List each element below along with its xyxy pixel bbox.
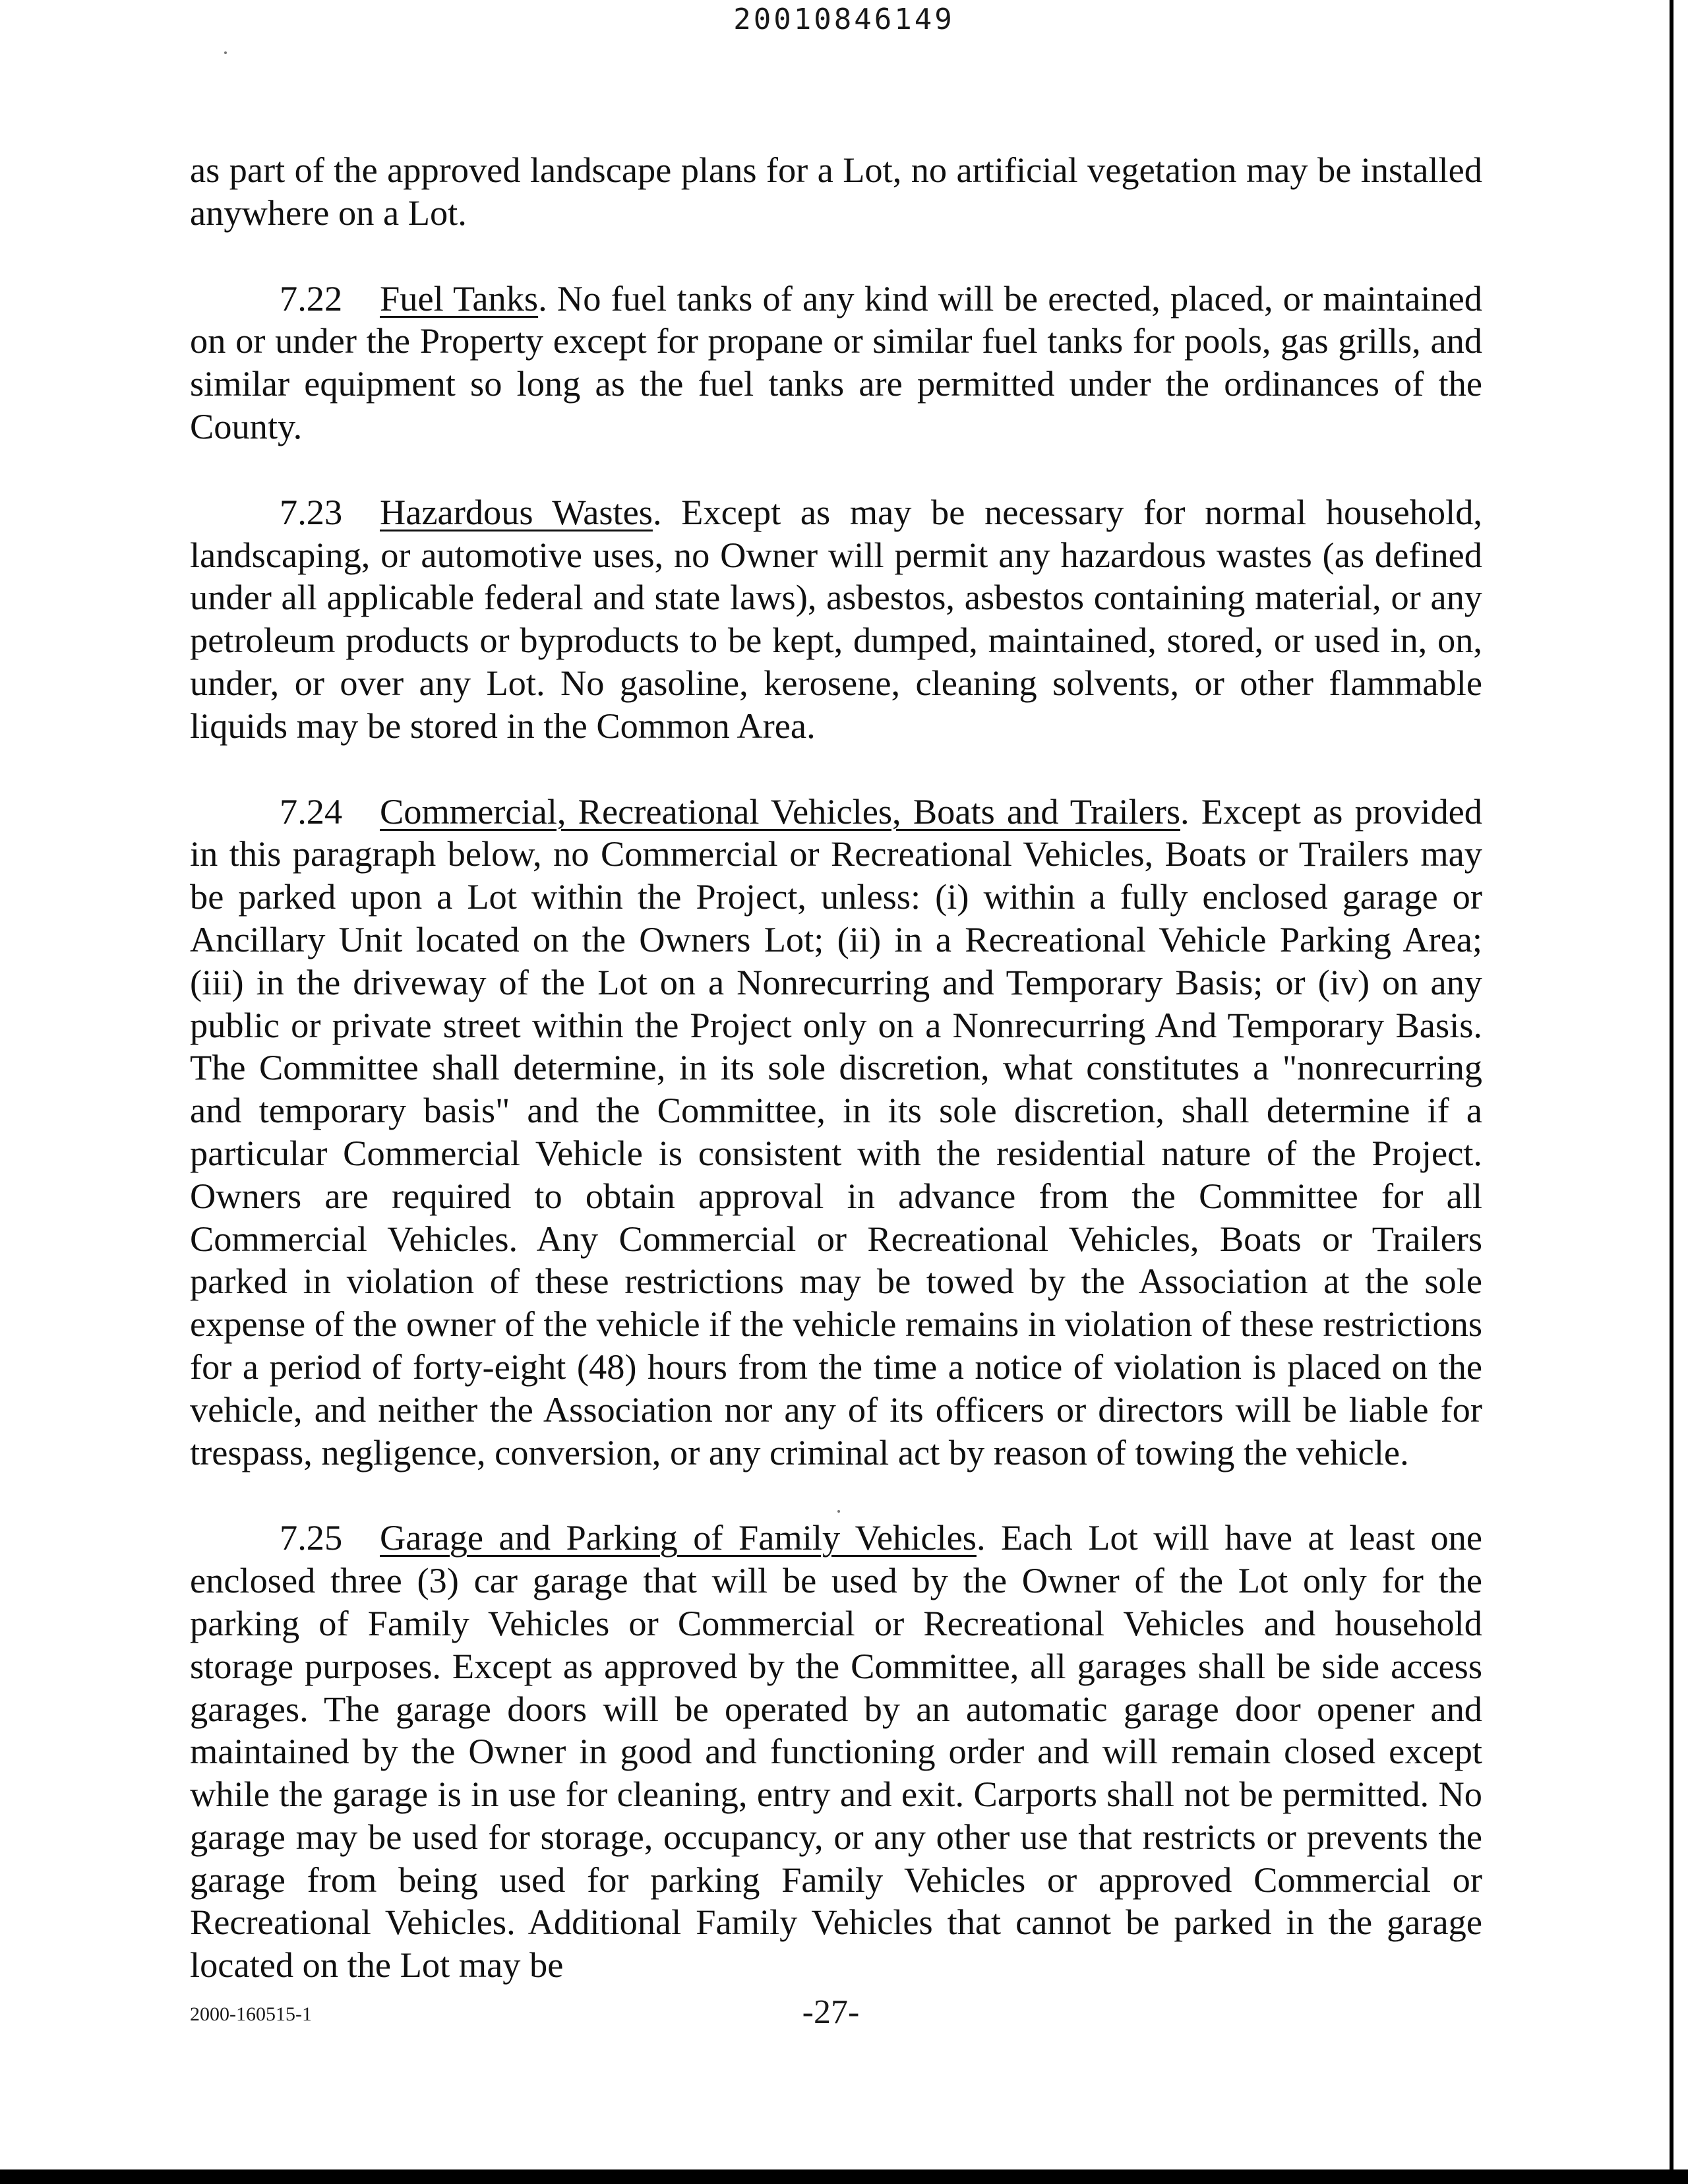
- section-title: Fuel Tanks: [380, 278, 539, 318]
- section-title: Commercial, Recreational Vehicles, Boats and Trailers: [380, 791, 1180, 832]
- section-text: . Each Lot will have at least one enclosed three (3) car garage that will be used by the Owner of the Lot only for the parking of Family Vehicles or Commercial or Recreational Vehicles and household storage purposes. Except as approved by the Committee, all garages shall be side access garages. The garage doors will be operated by an automatic garage door opener and maintained by the Owner in good and functioning order and will remain closed except while the garage is in use for cleaning, entry and exit. Carports shall not be permitted. No garage may be used for storage, occupancy, or any other use that restricts or prevents the garage from being used for parking Family Vehicles or approved Commercial or Recreational Vehicles. Additional Family Vehicles that cannot be parked in the garage located on the Lot may be: [190, 1518, 1482, 1986]
- scan-speck: [837, 1510, 840, 1513]
- section-7-22: [190, 278, 1482, 448]
- section-7-23: [190, 491, 1482, 748]
- document-id-stamp: 20010846149: [733, 3, 955, 36]
- section-7-25: [190, 1517, 1482, 1987]
- section-number: 7.23: [280, 492, 343, 532]
- scan-edge-right: [1670, 0, 1673, 2184]
- section-number: 7.22: [280, 278, 343, 318]
- scan-edge-bottom: [0, 2169, 1688, 2184]
- continuation-paragraph: as part of the approved landscape plans for a Lot, no artificial vegetation may be installed anywhere on a Lot.: [190, 150, 1482, 233]
- scan-speck: [224, 51, 227, 54]
- section-title: Hazardous Wastes: [380, 492, 653, 532]
- section-number: 7.25: [280, 1518, 343, 1558]
- section-text: . Except as may be necessary for normal household, landscaping, or automotive uses, no Owner will permit any hazardous wastes (as defined under all applicable federal and state laws), asbestos, asbestos containing material, or any petroleum products or byproducts to be kept, dumped, maintained, stored, or used in, on, under, or over any Lot. No gasoline, kerosene, cleaning solvents, or other flammable liquids may be stored in the Common Area.: [190, 492, 1483, 746]
- section-text: . Except as provided in this paragraph below, no Commercial or Recreational Vehicles, Boats or Trailers may be parked upon a Lot within the Project, unless: (i) within a fully enclosed garage or Ancillary Unit located on the Owners Lot; (ii) in a Recreational Vehicle Parking Area; (iii) in the driveway of the Lot on a Nonrecurring and Temporary Basis; or (iv) on any public or private street within the Project only on a Nonrecurring And Temporary Basis. The Committee shall determine, in its sole discretion, what constitutes a "nonrecurring and temporary basis" and the Committee, in its sole discretion, shall determine if a particular Commercial Vehicle is consistent with the residential nature of the Project. Owners are required to obtain approval in advance from the Committee for all Commercial Vehicles. Any Commercial or Recreational Vehicles, Boats or Trailers parked in violation of these restrictions may be towed by the Association at the sole expense of the owner of the vehicle if the vehicle remains in violation of these restrictions for a period of forty-eight (48) hours from the time a notice of violation is placed on the vehicle, and neither the Association nor any of its officers or directors will be liable for trespass, negligence, conversion, or any criminal act by reason of towing the vehicle.: [190, 791, 1482, 1472]
- section-text: . No fuel tanks of any kind will be erected, placed, or maintained on or under the Property except for propane or similar fuel tanks for pools, gas grills, and similar equipment so long as the fuel tanks are permitted under the ordinances of the County.: [190, 278, 1483, 446]
- section-title: Garage and Parking of Family Vehicles: [380, 1518, 977, 1558]
- section-number: 7.24: [280, 791, 343, 832]
- footer-page-number: -27-: [802, 1993, 860, 2031]
- document-body: [190, 149, 1482, 2030]
- footer-document-code: 2000-160515-1: [190, 2003, 312, 2025]
- section-7-24: [190, 791, 1482, 1474]
